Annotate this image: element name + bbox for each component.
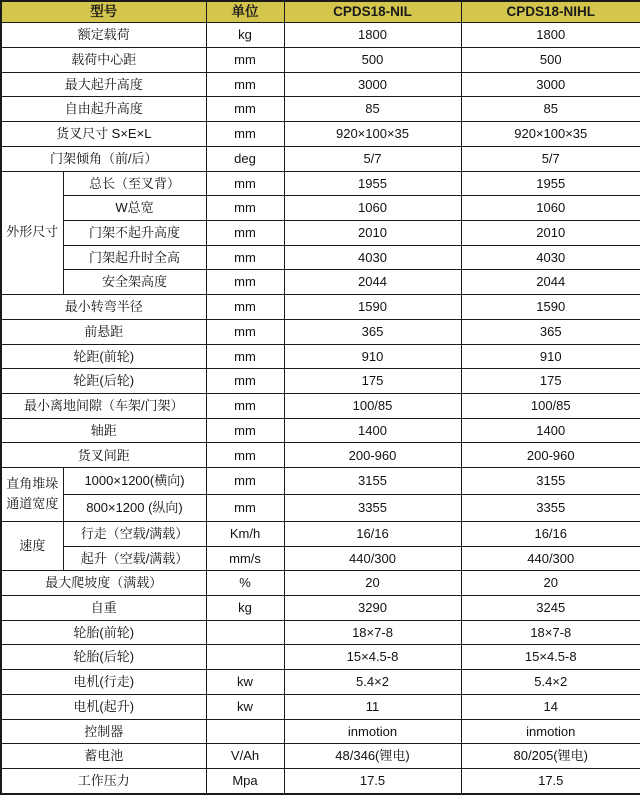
table-row: [1, 468, 640, 495]
spec-value-nihl: 1060: [461, 196, 640, 221]
spec-label: 安全架高度: [63, 270, 206, 295]
spec-label: 行走（空载/满载）: [63, 521, 206, 546]
table-row: [1, 369, 640, 394]
spec-value-nihl: 17.5: [461, 769, 640, 795]
spec-value-nil: 17.5: [284, 769, 461, 795]
spec-value-nihl: 16/16: [461, 521, 640, 546]
spec-unit: kw: [206, 694, 284, 719]
spec-unit: mm: [206, 418, 284, 443]
spec-value-nil: 1400: [284, 418, 461, 443]
spec-unit: mm: [206, 47, 284, 72]
spec-value-nihl: 14: [461, 694, 640, 719]
spec-value-nil: 1955: [284, 171, 461, 196]
spec-value-nil: 11: [284, 694, 461, 719]
table-row: [1, 546, 640, 571]
group-label: 外形尺寸: [1, 171, 63, 295]
spec-unit: kw: [206, 670, 284, 695]
table-row: [1, 394, 640, 419]
spec-label: 轮胎(前轮): [1, 620, 206, 645]
spec-unit: mm: [206, 122, 284, 147]
spec-unit: kg: [206, 595, 284, 620]
table-row: [1, 220, 640, 245]
spec-value-nil: 3355: [284, 494, 461, 521]
table-row: [1, 694, 640, 719]
table-row: [1, 719, 640, 744]
spec-label: 电机(起升): [1, 694, 206, 719]
spec-label: 工作压力: [1, 769, 206, 795]
spec-unit: Km/h: [206, 521, 284, 546]
table-row: [1, 744, 640, 769]
spec-unit: V/Ah: [206, 744, 284, 769]
spec-unit: mm: [206, 494, 284, 521]
spec-value-nihl: 1590: [461, 295, 640, 320]
spec-value-nihl: 3245: [461, 595, 640, 620]
table-row: [1, 295, 640, 320]
table-row: [1, 620, 640, 645]
spec-unit: mm: [206, 394, 284, 419]
spec-value-nil: 910: [284, 344, 461, 369]
spec-value-nil: 175: [284, 369, 461, 394]
table-row: [1, 418, 640, 443]
spec-label: 800×1200 (纵向): [63, 494, 206, 521]
spec-value-nihl: 85: [461, 97, 640, 122]
table-row: [1, 670, 640, 695]
spec-unit: mm: [206, 97, 284, 122]
spec-unit: mm: [206, 72, 284, 97]
spec-label: 自由起升高度: [1, 97, 206, 122]
table-row: [1, 122, 640, 147]
table-row: [1, 443, 640, 468]
spec-value-nihl: 20: [461, 571, 640, 596]
spec-value-nil: 4030: [284, 245, 461, 270]
table-row: [1, 319, 640, 344]
spec-value-nil: 200-960: [284, 443, 461, 468]
spec-unit: mm: [206, 369, 284, 394]
spec-label: 前悬距: [1, 319, 206, 344]
spec-label: 最大爬坡度（满载）: [1, 571, 206, 596]
spec-unit: Mpa: [206, 769, 284, 795]
spec-value-nihl: 3155: [461, 468, 640, 495]
spec-value-nihl: 920×100×35: [461, 122, 640, 147]
header-unit: 单位: [206, 1, 284, 23]
spec-label: 最大起升高度: [1, 72, 206, 97]
spec-label: 额定载荷: [1, 23, 206, 48]
spec-value-nil: 920×100×35: [284, 122, 461, 147]
table-row: [1, 245, 640, 270]
group-label: 直角堆垛通道宽度: [1, 468, 63, 522]
spec-unit: [206, 645, 284, 670]
spec-unit: mm: [206, 220, 284, 245]
spec-value-nil: 1800: [284, 23, 461, 48]
spec-value-nil: 3155: [284, 468, 461, 495]
spec-value-nihl: 4030: [461, 245, 640, 270]
spec-value-nihl: 5/7: [461, 146, 640, 171]
spec-value-nihl: 18×7-8: [461, 620, 640, 645]
spec-value-nihl: 1800: [461, 23, 640, 48]
spec-unit: [206, 719, 284, 744]
table-row: [1, 146, 640, 171]
spec-unit: mm: [206, 171, 284, 196]
spec-value-nil: inmotion: [284, 719, 461, 744]
spec-value-nihl: 1955: [461, 171, 640, 196]
spec-unit: mm: [206, 319, 284, 344]
spec-label: 最小转弯半径: [1, 295, 206, 320]
table-row: [1, 521, 640, 546]
spec-label: 自重: [1, 595, 206, 620]
spec-unit: mm/s: [206, 546, 284, 571]
spec-unit: mm: [206, 245, 284, 270]
spec-value-nihl: 80/205(锂电): [461, 744, 640, 769]
table-row: [1, 645, 640, 670]
spec-label: 轮距(前轮): [1, 344, 206, 369]
spec-value-nihl: 100/85: [461, 394, 640, 419]
spec-value-nil: 3290: [284, 595, 461, 620]
spec-label: W总宽: [63, 196, 206, 221]
spec-label: 最小离地间隙（车架/门架）: [1, 394, 206, 419]
spec-label: 起升（空载/满载）: [63, 546, 206, 571]
spec-value-nil: 1060: [284, 196, 461, 221]
spec-label: 门架不起升高度: [63, 220, 206, 245]
spec-unit: mm: [206, 270, 284, 295]
table-row: [1, 196, 640, 221]
spec-label: 载荷中心距: [1, 47, 206, 72]
spec-label: 总长（至叉背）: [63, 171, 206, 196]
spec-value-nihl: 1400: [461, 418, 640, 443]
spec-label: 轴距: [1, 418, 206, 443]
spec-unit: mm: [206, 468, 284, 495]
table-row: [1, 769, 640, 795]
spec-unit: [206, 620, 284, 645]
spec-value-nihl: 5.4×2: [461, 670, 640, 695]
spec-value-nihl: 2010: [461, 220, 640, 245]
spec-value-nihl: 500: [461, 47, 640, 72]
spec-unit: deg: [206, 146, 284, 171]
spec-label: 货叉间距: [1, 443, 206, 468]
table-row: [1, 595, 640, 620]
table-row: [1, 97, 640, 122]
spec-value-nil: 1590: [284, 295, 461, 320]
table-row: [1, 494, 640, 521]
spec-value-nil: 5/7: [284, 146, 461, 171]
spec-table-body: [1, 23, 640, 794]
spec-value-nil: 440/300: [284, 546, 461, 571]
spec-value-nihl: 175: [461, 369, 640, 394]
spec-label: 轮胎(后轮): [1, 645, 206, 670]
spec-value-nihl: 3355: [461, 494, 640, 521]
spec-value-nil: 48/346(锂电): [284, 744, 461, 769]
table-row: [1, 171, 640, 196]
spec-label: 电机(行走): [1, 670, 206, 695]
spec-label: 门架起升时全高: [63, 245, 206, 270]
header-model-nil: CPDS18-NIL: [284, 1, 461, 23]
spec-value-nil: 15×4.5-8: [284, 645, 461, 670]
spec-value-nil: 18×7-8: [284, 620, 461, 645]
spec-value-nil: 365: [284, 319, 461, 344]
table-row: [1, 571, 640, 596]
spec-value-nil: 85: [284, 97, 461, 122]
spec-label: 蓄电池: [1, 744, 206, 769]
spec-unit: mm: [206, 196, 284, 221]
table-row: [1, 72, 640, 97]
spec-value-nil: 2010: [284, 220, 461, 245]
spec-value-nil: 5.4×2: [284, 670, 461, 695]
spec-unit: kg: [206, 23, 284, 48]
spec-value-nihl: 15×4.5-8: [461, 645, 640, 670]
spec-value-nihl: inmotion: [461, 719, 640, 744]
spec-value-nihl: 910: [461, 344, 640, 369]
spec-label: 门架倾角（前/后）: [1, 146, 206, 171]
group-label: 速度: [1, 521, 63, 570]
spec-value-nihl: 365: [461, 319, 640, 344]
spec-value-nihl: 3000: [461, 72, 640, 97]
spec-value-nil: 3000: [284, 72, 461, 97]
spec-label: 1000×1200(横向): [63, 468, 206, 495]
spec-value-nil: 16/16: [284, 521, 461, 546]
spec-unit: mm: [206, 443, 284, 468]
header-model: 型号: [1, 1, 206, 23]
spec-label: 控制器: [1, 719, 206, 744]
table-row: [1, 47, 640, 72]
spec-value-nihl: 2044: [461, 270, 640, 295]
table-row: [1, 344, 640, 369]
table-row: [1, 270, 640, 295]
spec-value-nil: 2044: [284, 270, 461, 295]
header-row: [1, 1, 640, 23]
spec-value-nil: 500: [284, 47, 461, 72]
spec-unit: mm: [206, 344, 284, 369]
spec-value-nihl: 200-960: [461, 443, 640, 468]
spec-label: 轮距(后轮): [1, 369, 206, 394]
spec-value-nihl: 440/300: [461, 546, 640, 571]
table-row: [1, 23, 640, 48]
spec-value-nil: 100/85: [284, 394, 461, 419]
spec-value-nil: 20: [284, 571, 461, 596]
spec-unit: mm: [206, 295, 284, 320]
spec-label: 货叉尺寸 S×E×L: [1, 122, 206, 147]
spec-unit: %: [206, 571, 284, 596]
header-model-nihl: CPDS18-NIHL: [461, 1, 640, 23]
